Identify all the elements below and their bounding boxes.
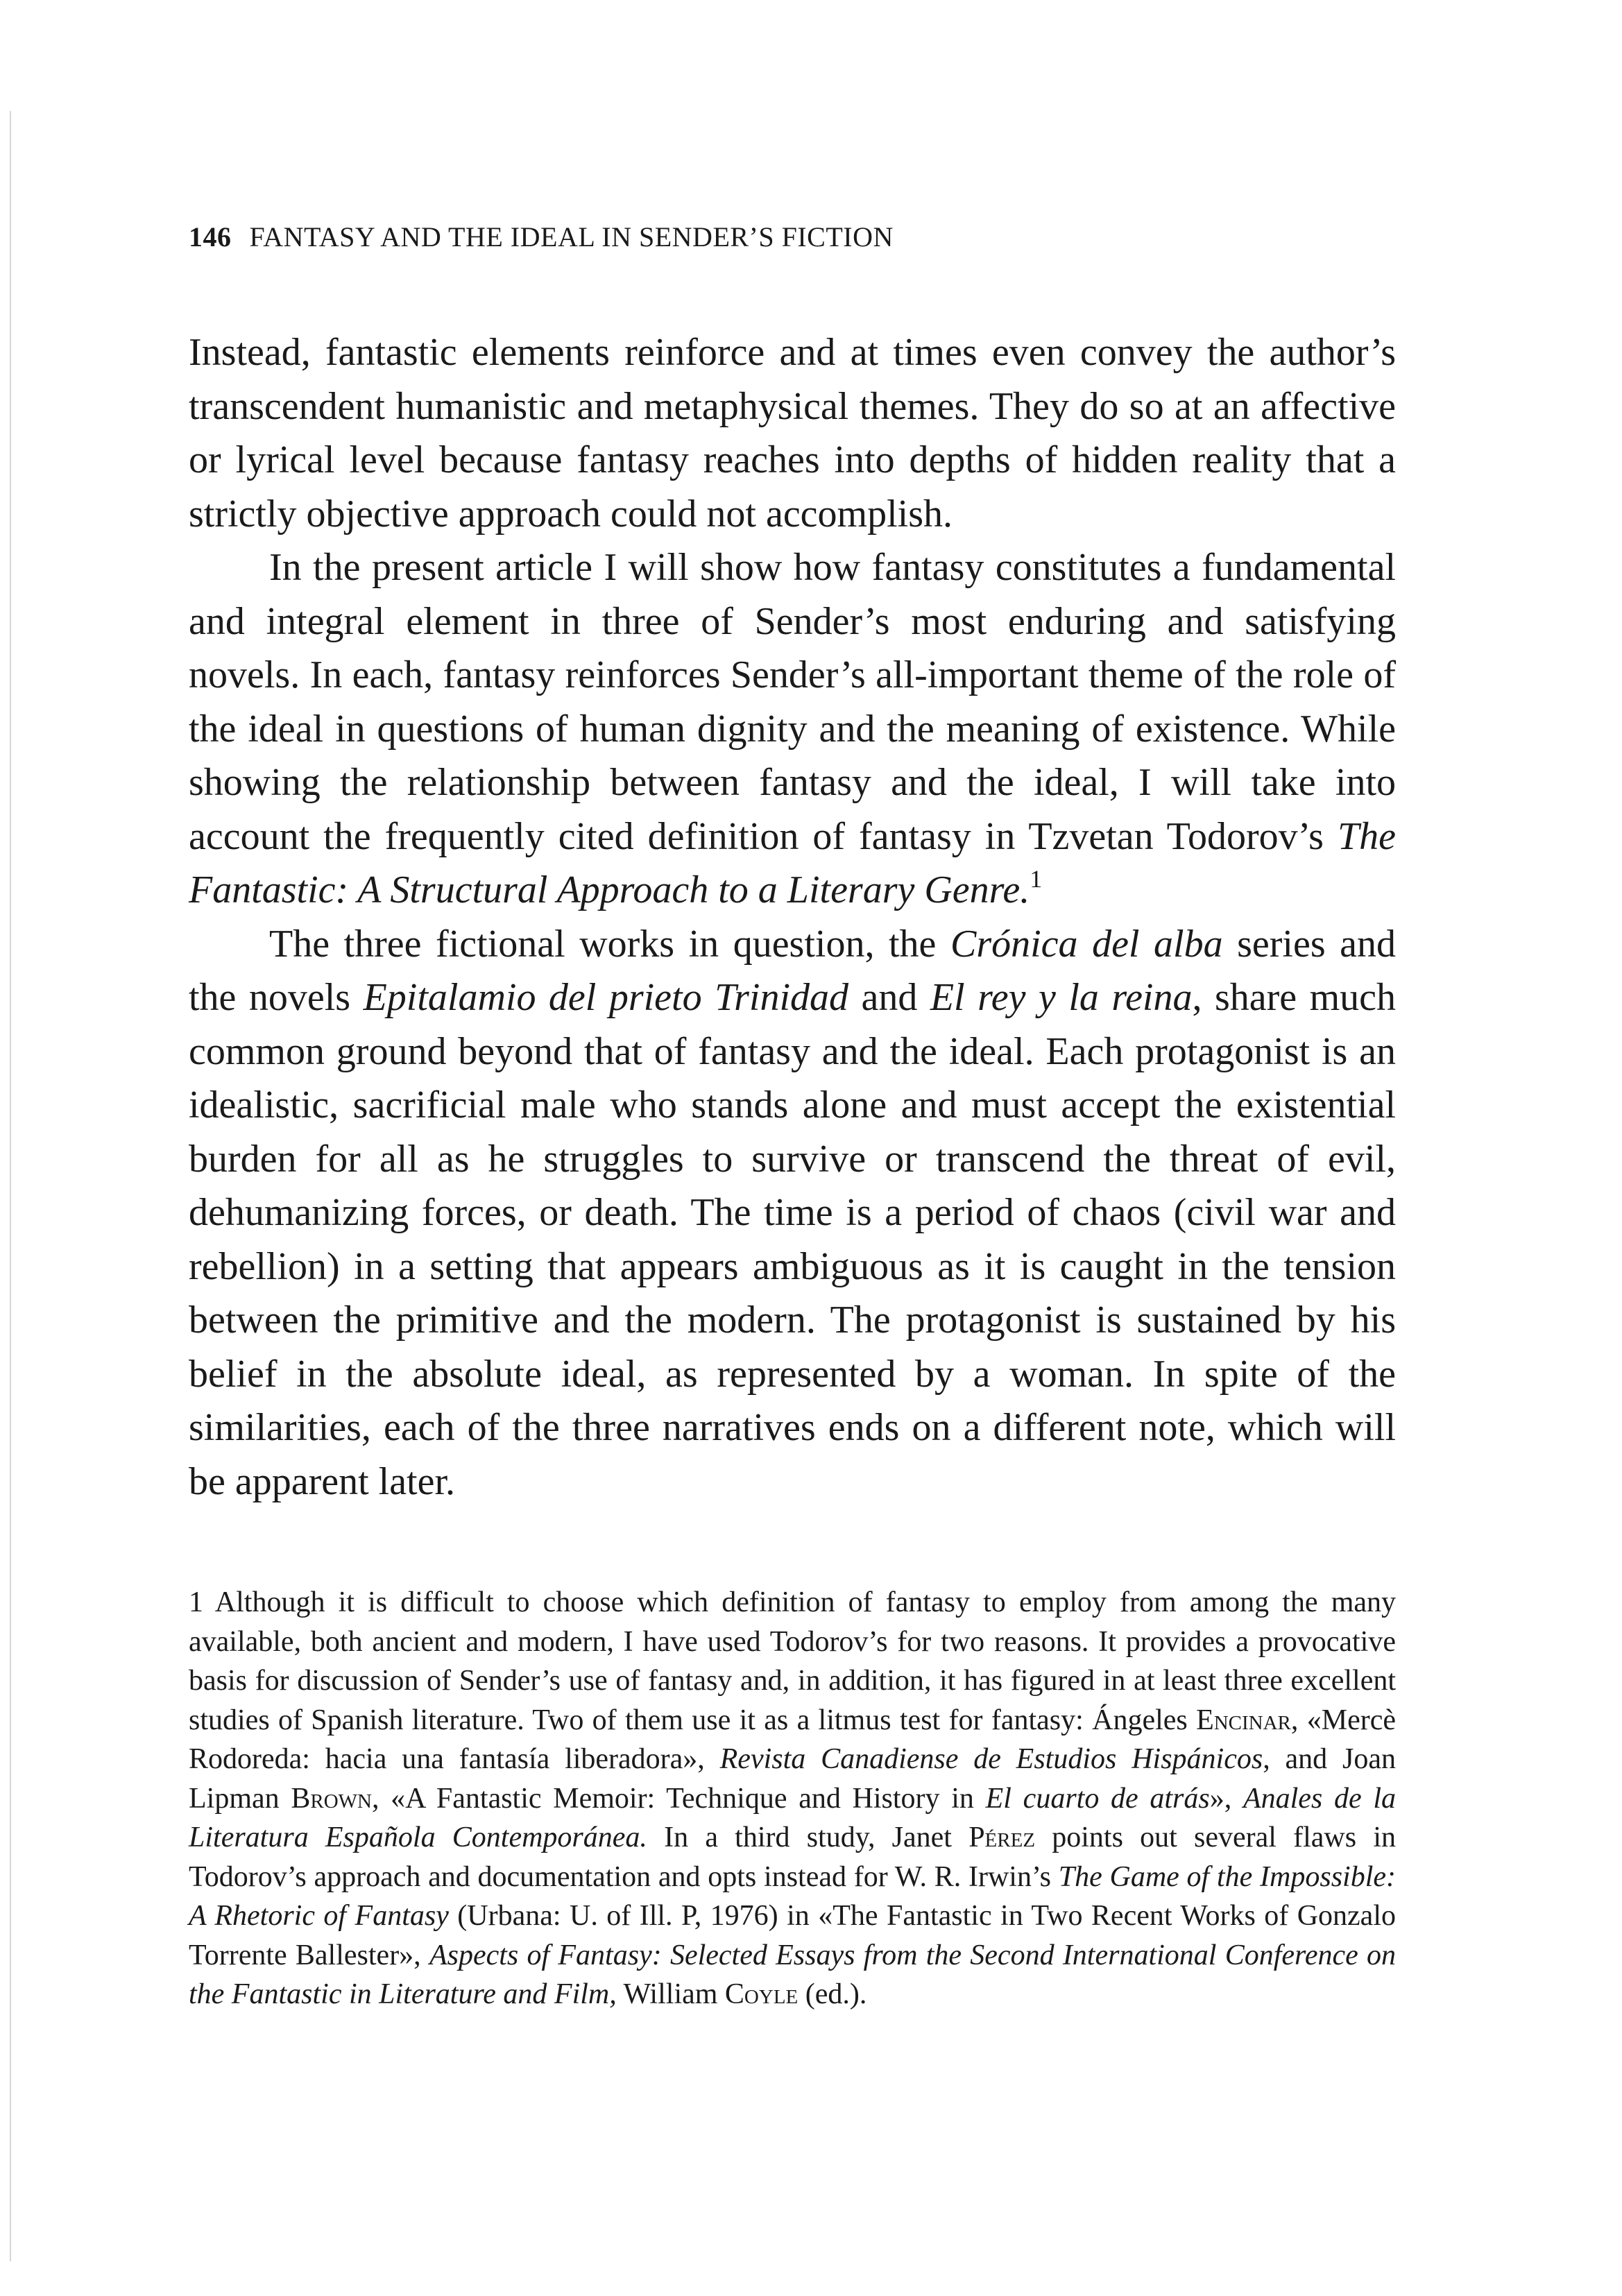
footnote-text: 1 Although it is difficult to choose which definition of fantasy to employ from among the many available, both ancient and modern, I have used Todorov’s for two reasons. It provides a provocative basis for discussion of Sender’s use of fantasy and, in addition, it has figured in at least three excellent studies of Spanish literature. Two of them use it as a litmus test for fantasy: Ángeles: [189, 1586, 1396, 1736]
page-number: 146: [189, 221, 232, 252]
journal-title: Anales de la Literatura Española Contemporánea.: [189, 1782, 1397, 1853]
book-title-todorov: The Fantastic: A Structural Approach to a Literary Genre.: [189, 814, 1396, 911]
footnote-text: William: [616, 1978, 725, 2010]
paragraph-3: [189, 918, 1396, 1509]
footnote-text: , «A Fantastic Memoir: Technique and History in: [371, 1782, 986, 1815]
footnote-text: points out several flaws in Todorov’s approach and documentation and opts instead for W. R. Irwin’s: [189, 1822, 1396, 1893]
body-text: [189, 326, 1396, 1509]
paragraph-2: [189, 541, 1396, 918]
author-name: Pérez: [968, 1822, 1036, 1853]
title-cronica: Crónica del alba: [950, 922, 1223, 966]
author-name: Coyle: [724, 1978, 799, 2010]
footnote-text: (Urbana: U. of Ill. P, 1976) in «The Fantastic in Two Recent Works of Gonzalo Torrente Ballester»,: [189, 1900, 1396, 1971]
scan-edge-line: [10, 111, 11, 2261]
running-head: [189, 221, 894, 253]
work-title: The Game of the Impossible: A Rhetoric of Fantasy: [189, 1860, 1397, 1932]
footnote-text: In a third study, Janet: [647, 1822, 969, 1853]
title-epitalamio: Epitalamio del prieto Trinidad: [363, 976, 849, 1019]
journal-title: Revista Canadiense de Estudios Hispánicos: [719, 1743, 1263, 1775]
paragraph-3-text-b: series and the novels: [189, 922, 1397, 1019]
author-name: Encinar: [1196, 1704, 1291, 1736]
footnote: [189, 1583, 1396, 2014]
author-name: Brown: [291, 1782, 372, 1815]
footnote-1: [189, 1583, 1396, 2014]
running-title: FANTASY AND THE IDEAL IN SENDER’S FICTION: [249, 221, 894, 252]
paragraph-3-text-d: , share much common ground beyond that of fantasy and the ideal. Each protagonist is an idealistic, sacrificial male who stands alone and must accept the existential burden for all as he struggles to survive or transcend the threat of evil, dehumanizing forces, or death. The time is a period of chaos (civil war and rebellion) in a setting that appears ambiguous as it is caught in the tension between the primitive and the modern. The protagonist is sustained by his belief in the absolute ideal, as represented by a woman. In spite of the similarities, each of the three narratives ends on a different note, which will be apparent later.: [189, 976, 1397, 1503]
work-title: Aspects of Fantasy: Selected Essays from the Second International Conference on the Fantastic in Literature and Film,: [189, 1939, 1396, 2010]
footnote-text: , and Joan Lipman: [189, 1743, 1396, 1815]
paragraph-1: Instead, fantastic elements reinforce and at times even convey the author’s transcendent humanistic and metaphysical themes. They do so at an affective or lyrical level because fantasy reaches into depths of hidden reality that a strictly objective approach could not accomplish.: [189, 331, 1396, 536]
footnote-text: (ed.).: [798, 1978, 867, 2010]
work-title: El cuarto de atrás: [985, 1782, 1210, 1815]
paragraph-2-text: In the present article I will show how fantasy constitutes a fundamental and integral element in three of Sender’s most enduring and satisfying novels. In each, fantasy reinforces Sender’s all-important theme of the role of the ideal in questions of human dignity and the meaning of existence. While showing the relationship between fantasy and the ideal, I will take into account the frequently cited definition of fantasy in Tzvetan Todorov’s: [189, 546, 1396, 858]
footnote-text: , «Mercè Rodoreda: hacia una fantasía liberadora»,: [189, 1704, 1396, 1775]
paragraph-3-text-c: and: [848, 976, 930, 1019]
footnote-reference[interactable]: 1: [1030, 865, 1043, 893]
title-el-rey: El rey y la reina: [930, 976, 1193, 1019]
paragraph-3-text-a: The three fictional works in question, the: [269, 922, 950, 966]
footnote-text: »,: [1209, 1782, 1243, 1815]
